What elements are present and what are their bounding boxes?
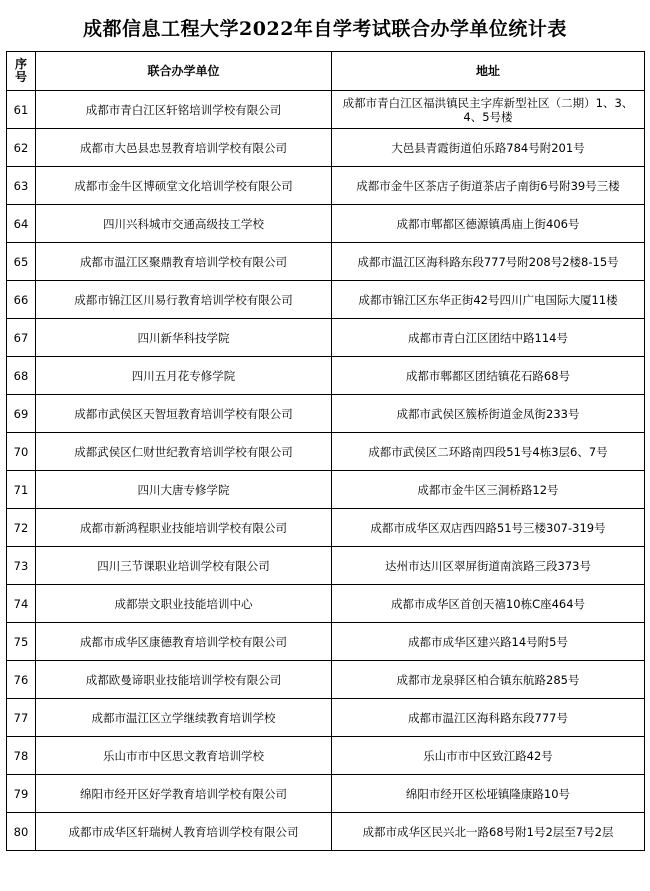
table-header-row bbox=[7, 52, 645, 91]
row-number: 77 bbox=[7, 699, 36, 737]
unit-address: 成都市成华区建兴路14号附5号 bbox=[332, 623, 645, 661]
row-number: 71 bbox=[7, 471, 36, 509]
unit-address: 成都市武侯区簇桥街道金凤街233号 bbox=[332, 395, 645, 433]
row-number: 68 bbox=[7, 357, 36, 395]
unit-name: 四川大唐专修学院 bbox=[36, 471, 332, 509]
unit-name: 四川兴科城市交通高级技工学校 bbox=[36, 205, 332, 243]
table-row bbox=[7, 357, 645, 395]
table-row bbox=[7, 395, 645, 433]
unit-address: 成都市金牛区三洞桥路12号 bbox=[332, 471, 645, 509]
table-row bbox=[7, 547, 645, 585]
header-address: 地址 bbox=[332, 52, 645, 91]
table-row bbox=[7, 167, 645, 205]
unit-address: 成都市龙泉驿区柏合镇东航路285号 bbox=[332, 661, 645, 699]
table-row bbox=[7, 433, 645, 471]
unit-name: 成都市武侯区天智垣教育培训学校有限公司 bbox=[36, 395, 332, 433]
table-row bbox=[7, 205, 645, 243]
row-number: 74 bbox=[7, 585, 36, 623]
unit-name: 四川新华科技学院 bbox=[36, 319, 332, 357]
row-number: 67 bbox=[7, 319, 36, 357]
header-unit: 联合办学单位 bbox=[36, 52, 332, 91]
row-number: 70 bbox=[7, 433, 36, 471]
page-title: 成都信息工程大学2022年自学考试联合办学单位统计表 bbox=[83, 18, 567, 40]
unit-name: 成都崇文职业技能培训中心 bbox=[36, 585, 332, 623]
unit-name: 成都市金牛区博硕堂文化培训学校有限公司 bbox=[36, 167, 332, 205]
unit-name: 四川五月花专修学院 bbox=[36, 357, 332, 395]
unit-name: 成都市新鸿程职业技能培训学校有限公司 bbox=[36, 509, 332, 547]
table-row bbox=[7, 243, 645, 281]
row-number: 63 bbox=[7, 167, 36, 205]
unit-address: 成都市温江区海科路东段777号 bbox=[332, 699, 645, 737]
table-row bbox=[7, 471, 645, 509]
unit-name: 成都武侯区仁财世纪教育培训学校有限公司 bbox=[36, 433, 332, 471]
table-row bbox=[7, 775, 645, 813]
unit-address: 成都市青白江区团结中路114号 bbox=[332, 319, 645, 357]
unit-name: 成都市成华区轩瑞树人教育培训学校有限公司 bbox=[36, 813, 332, 851]
unit-name: 成都市青白江区轩铭培训学校有限公司 bbox=[36, 91, 332, 129]
joint-school-table bbox=[6, 51, 645, 851]
unit-name: 成都市温江区立学继续教育培训学校 bbox=[36, 699, 332, 737]
unit-address: 成都市成华区首创天禧10栋C座464号 bbox=[332, 585, 645, 623]
row-number: 80 bbox=[7, 813, 36, 851]
row-number: 78 bbox=[7, 737, 36, 775]
unit-address: 成都市青白江区福洪镇民主字库新型社区（二期）1、3、4、5号楼 bbox=[332, 91, 645, 129]
row-number: 61 bbox=[7, 91, 36, 129]
unit-name: 四川三节课职业培训学校有限公司 bbox=[36, 547, 332, 585]
table-row bbox=[7, 585, 645, 623]
unit-address: 成都市锦江区东华正街42号四川广电国际大厦11楼 bbox=[332, 281, 645, 319]
header-seq: 序号 bbox=[7, 52, 36, 91]
unit-address: 成都市金牛区茶店子街道茶店子南街6号附39号三楼 bbox=[332, 167, 645, 205]
row-number: 62 bbox=[7, 129, 36, 167]
row-number: 64 bbox=[7, 205, 36, 243]
unit-name: 成都市温江区聚鼎教育培训学校有限公司 bbox=[36, 243, 332, 281]
table-row bbox=[7, 91, 645, 129]
unit-address: 绵阳市经开区松垭镇隆康路10号 bbox=[332, 775, 645, 813]
table-row bbox=[7, 737, 645, 775]
unit-name: 成都市锦江区川易行教育培训学校有限公司 bbox=[36, 281, 332, 319]
unit-address: 成都市郫都区德源镇禹庙上街406号 bbox=[332, 205, 645, 243]
row-number: 73 bbox=[7, 547, 36, 585]
unit-address: 达州市达川区翠屏街道南滨路三段373号 bbox=[332, 547, 645, 585]
row-number: 72 bbox=[7, 509, 36, 547]
unit-address: 成都市成华区双店西四路51号三楼307-319号 bbox=[332, 509, 645, 547]
row-number: 65 bbox=[7, 243, 36, 281]
table-row bbox=[7, 281, 645, 319]
unit-address: 大邑县青霞街道伯乐路784号附201号 bbox=[332, 129, 645, 167]
row-number: 75 bbox=[7, 623, 36, 661]
unit-address: 成都市郫都区团结镇花石路68号 bbox=[332, 357, 645, 395]
table-row bbox=[7, 623, 645, 661]
unit-address: 成都市武侯区二环路南四段51号4栋3层6、7号 bbox=[332, 433, 645, 471]
table-row bbox=[7, 319, 645, 357]
unit-address: 成都市温江区海科路东段777号附208号2楼8-15号 bbox=[332, 243, 645, 281]
row-number: 66 bbox=[7, 281, 36, 319]
unit-name: 绵阳市经开区好学教育培训学校有限公司 bbox=[36, 775, 332, 813]
row-number: 76 bbox=[7, 661, 36, 699]
table-row bbox=[7, 129, 645, 167]
table-row bbox=[7, 813, 645, 851]
unit-name: 成都市大邑县忠昱教育培训学校有限公司 bbox=[36, 129, 332, 167]
unit-address: 乐山市市中区致江路42号 bbox=[332, 737, 645, 775]
unit-address: 成都市成华区民兴北一路68号附1号2层至7号2层 bbox=[332, 813, 645, 851]
unit-name: 成都欧曼谛职业技能培训学校有限公司 bbox=[36, 661, 332, 699]
unit-name: 乐山市市中区思文教育培训学校 bbox=[36, 737, 332, 775]
row-number: 69 bbox=[7, 395, 36, 433]
row-number: 79 bbox=[7, 775, 36, 813]
table-row bbox=[7, 509, 645, 547]
table-row bbox=[7, 661, 645, 699]
table-row bbox=[7, 699, 645, 737]
unit-name: 成都市成华区康德教育培训学校有限公司 bbox=[36, 623, 332, 661]
